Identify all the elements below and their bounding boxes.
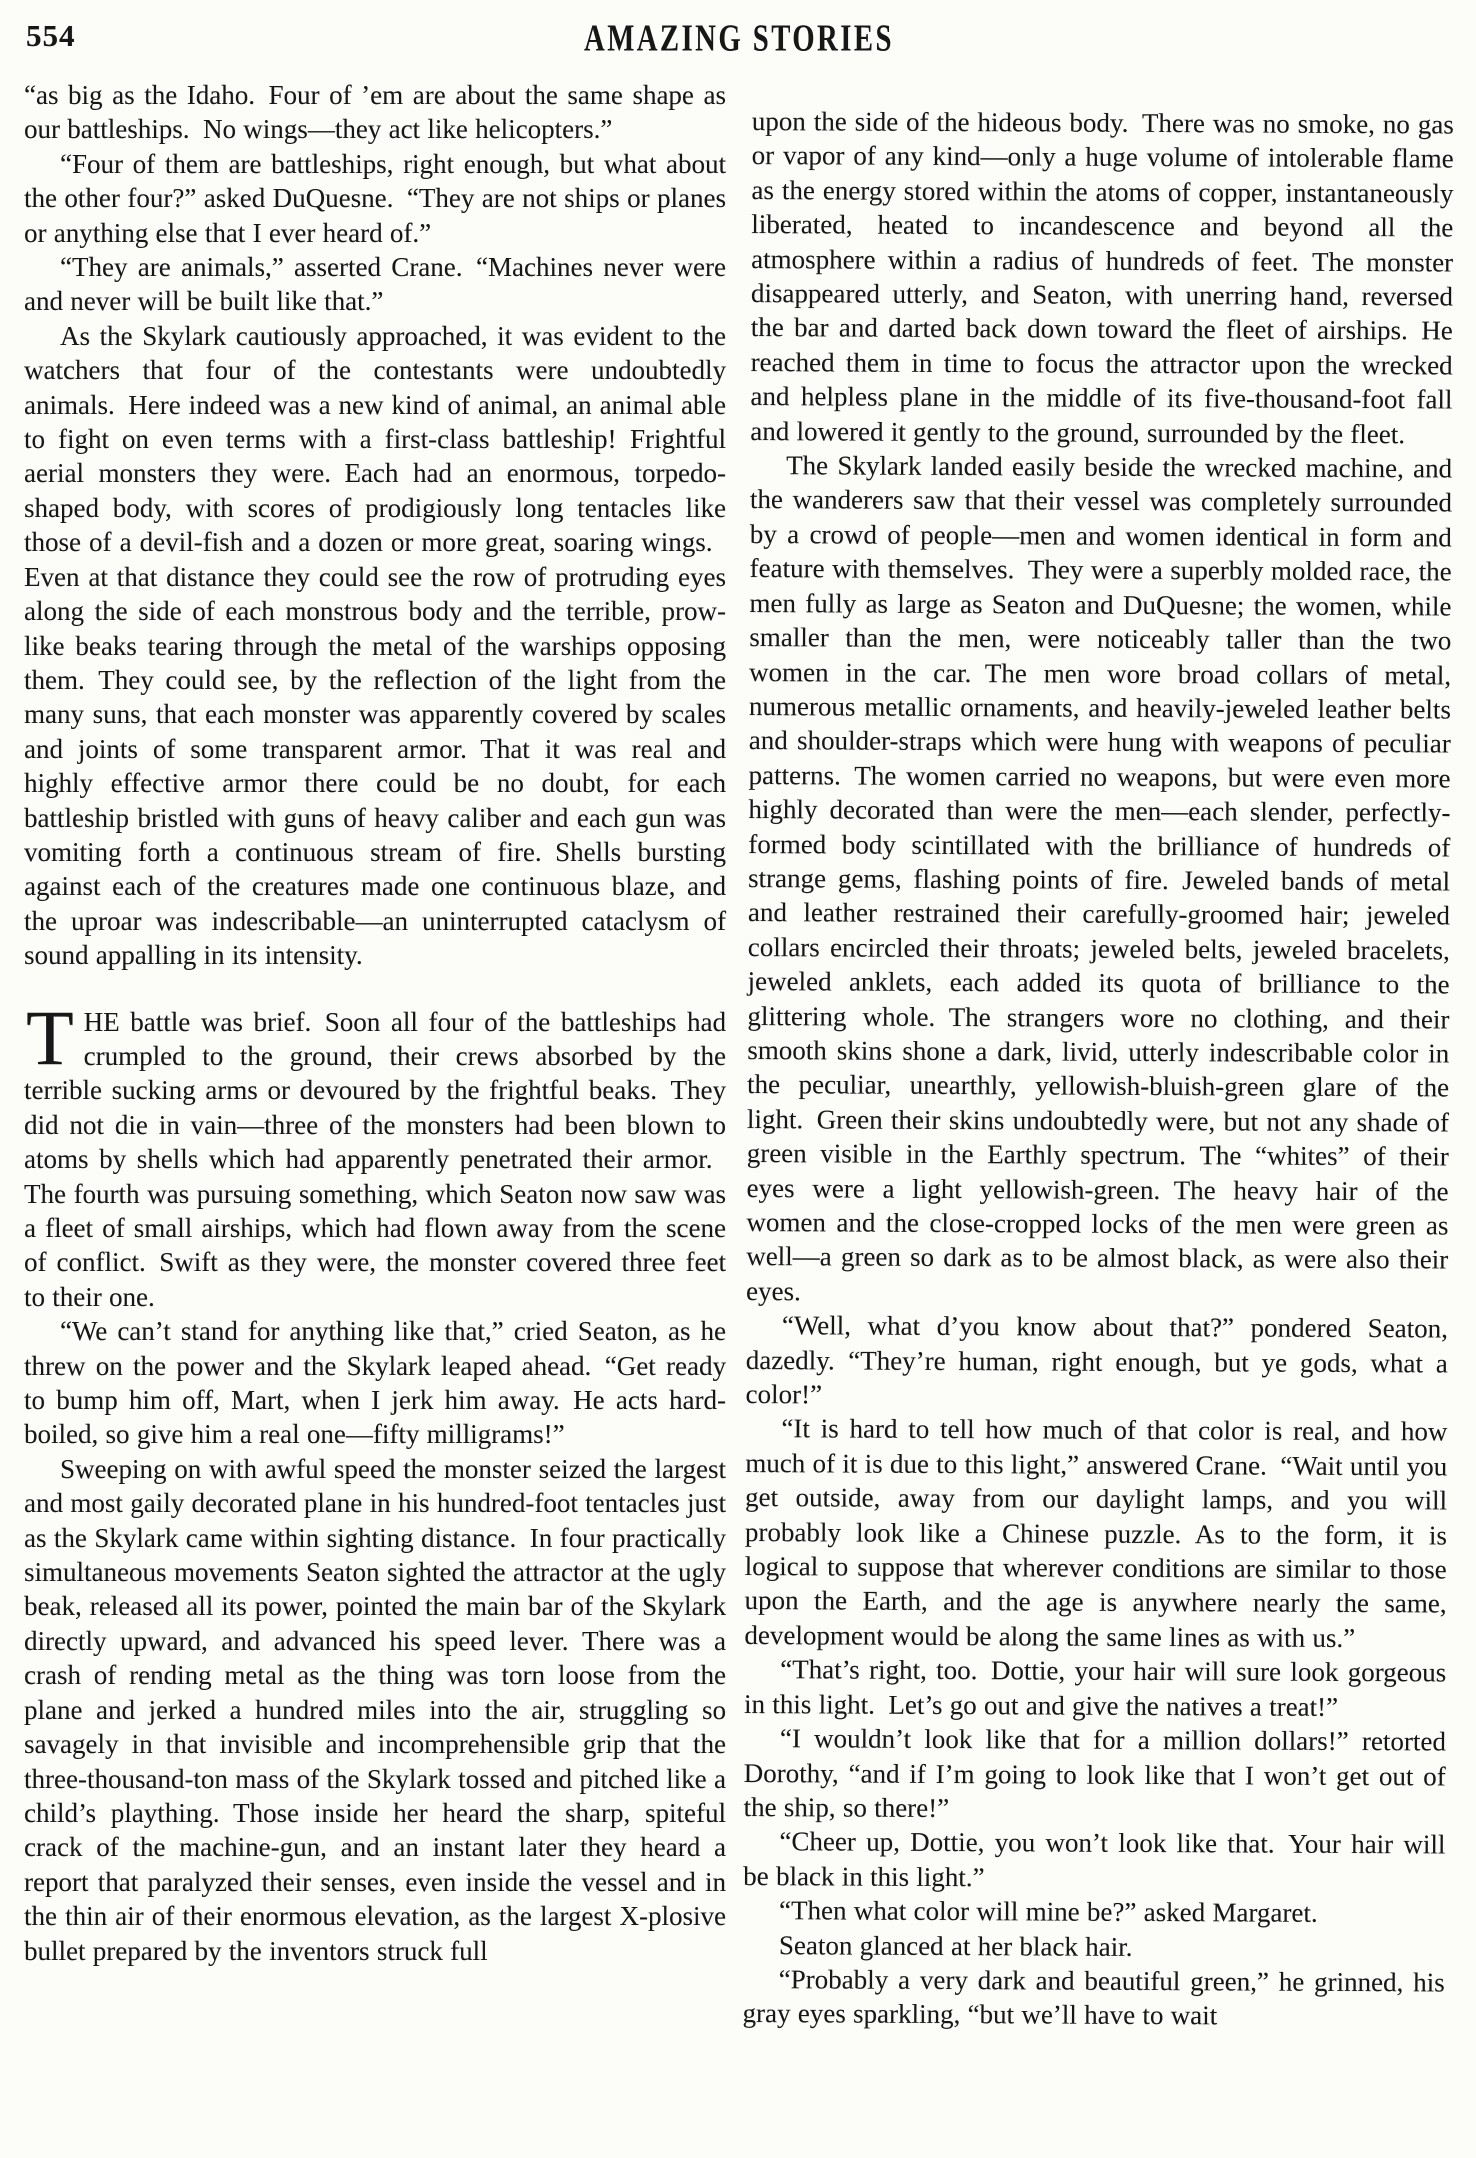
paragraph: “Cheer up, Dottie, you won’t look like that. Your hair will be black in this light.”	[743, 1826, 1446, 1892]
paragraph: “They are animals,” asserted Crane. “Machines never were and never will be built like that.”	[24, 252, 726, 317]
page-number: 554	[26, 18, 76, 53]
paragraph: “Well, what d’you know about that?” pondered Seaton, dazedly. “They’re human, right enough, but ye gods, what a color!”	[745, 1310, 1448, 1410]
page-header	[24, 12, 1454, 60]
paragraph-text: HE battle was brief. Soon all four of the battleships had crumpled to the ground, their crews absorbed by the terrible sucking arms or devoured by the frightful beaks. They did not die in vain—three of the monsters had been blown to atoms by shells which had apparently penetrated their armor. The fourth was pursuing something, which Seaton now saw was a fleet of small airships, which had flown away from the scene of conflict. Swift as they were, the monster covered three feet to their one.	[24, 1006, 726, 1312]
paragraph: “That’s right, too. Dottie, your hair will sure look gorgeous in this light. Let’s go out and give the natives a treat!”	[743, 1654, 1447, 1722]
paragraph: “Probably a very dark and beautiful green,” he grinned, his gray eyes sparkling, “but we’ll have to wait	[742, 1964, 1445, 2031]
magazine-title	[24, 12, 1454, 60]
paragraph: The Skylark landed easily beside the wrecked machine, and the wanderers saw that their vessel was completely surrounded by a crowd of people—men and women identical in form and feature with themselves. They were a superbly molded race, the men fully as large as Seaton and DuQuesne; the women, while smaller than the men, were noticeably taller than the two women in the car. The men wore broad collars of metal, numerous metallic ornaments, and heavily-jeweled leather belts and shoulder-straps which were hung with weapons of peculiar patterns. The women carried no weapons, but were even more highly decorated than were the men—each slender, perfectly-formed body scintillated with the brilliance of hundreds of strange gems, flashing points of fire. Jeweled bands of metal and leather restrained their carefully-groomed hair; jeweled collars encircled their throats; jeweled belts, jeweled bracelets, jeweled anklets, each added its quota of brilliance to the glittering whole. The strangers wore no clothing, and their smooth skins shone a dark, livid, utterly indescribable color in the peculiar, unearthly, yellowish-bluish-green glare of the light. Green their skins undoubtedly were, but not any shade of green visible in the Earthly spectrum. The “whites” of their eyes were a light yellowish-green. The heavy hair of the women and the close-cropped locks of the men were green as well—a green so dark as to be almost black, as were also their eyes.	[745, 450, 1453, 1307]
paragraph: As the Skylark cautiously approached, it was evident to the watchers that four of the contestants were undoubtedly animals. Here indeed was a new kind of animal, an animal able to fight on even terms with a first-class battleship! Frightful aerial monsters they were. Each had an enormous, torpedo-shaped body, with scores of prodigiously long tentacles like those of a devil-fish and a dozen or more great, soaring wings. Even at that distance they could see the row of protruding eyes along the side of each monstrous body and the terrible, prow-like beaks tearing through the metal of the warships opposing them. They could see, by the reflection of the light from the many suns, that each monster was apparently covered by scales and joints of some transparent armor. That it was real and highly effective armor there could be no doubt, for each battleship bristled with guns of heavy caliber and each gun was vomiting forth a continuous stream of fire. Shells bursting against each of the creatures made one continuous blaze, and the uproar was indescribable—an uninterrupted cataclysm of sound appalling in its intensity.	[24, 320, 726, 971]
paragraph: Sweeping on with awful speed the monster seized the largest and most gaily decorated plane in his hundred-foot tentacles just as the Skylark came within sighting distance. In four practically simultaneous movements Seaton sighted the attractor at the ugly beak, released all its power, pointed the main bar of the Skylark directly upward, and advanced his speed lever. There was a crash of rending metal as the thing was torn loose from the plane and jerked a hundred miles into the air, struggling so savagely in that invisible and incomprehensible grip that the three-thousand-ton mass of the Skylark tossed and pitched like a child’s plaything. Those inside her heard the sharp, spiteful crack of the machine-gun, and an instant later they heard a report that paralyzed their senses, even inside the vessel and in the thin air of their enormous elevation, as the largest X-plosive bullet prepared by the inventors struck full	[24, 1453, 726, 1966]
paragraph: Seaton glanced at her black hair.	[778, 1929, 1133, 1962]
paragraph: “We can’t stand for anything like that,” cried Seaton, as he threw on the power and the Skylark leaped ahead. “Get ready to bump him off, Mart, when I jerk him away. He acts hard-boiled, so give him a real one—fifty milligrams!”	[24, 1316, 726, 1450]
paragraph: “as big as the Idaho. Four of ’em are about the same shape as our battleships. No wings—they act like helicopters.”	[24, 80, 726, 145]
paragraph	[24, 993, 726, 1315]
right-column	[742, 78, 1454, 2034]
article-body	[24, 78, 1454, 2031]
drop-cap: T	[26, 993, 74, 1081]
paragraph: “I wouldn’t look like that for a million dollars!” retorted Dorothy, “and if I’m going to look like that I won’t get out of the ship, so there!”	[743, 1723, 1446, 1823]
paragraph: “It is hard to tell how much of that color is real, and how much of it is due to this light,” answered Crane. “Wait until you get outside, away from our daylight lamps, and you will probably look like a Chinese puzzle. As to the form, it is logical to suppose that wherever conditions are similar to those upon the Earth, and the age is anywhere nearly the same, development would be along the same lines as with us.”	[744, 1413, 1448, 1653]
left-column	[24, 78, 726, 2031]
paragraph: “Four of them are battleships, right enough, but what about the other four?” asked DuQuesne. “They are not ships or planes or anything else that I ever heard of.”	[24, 148, 726, 248]
paragraph: upon the side of the hideous body. There was no smoke, no gas or vapor of any kind—only a huge volume of intolerable flame as the energy stored within the atoms of copper, instantaneously liberated, heated to incandescence and beyond all the atmosphere within a radius of hundreds of feet. The monster disappeared utterly, and Seaton, with unerring hand, reversed the bar and darted back down toward the fleet of airships. He reached them in time to focus the attractor upon the wrecked and helpless plane in the middle of its five-thousand-foot fall and lowered it gently to the ground, surrounded by the fleet.	[750, 105, 1454, 449]
paragraph: “Then what color will mine be?” asked Margaret.	[778, 1895, 1318, 1928]
magazine-title-text: AMAZING STORIES	[584, 17, 894, 60]
